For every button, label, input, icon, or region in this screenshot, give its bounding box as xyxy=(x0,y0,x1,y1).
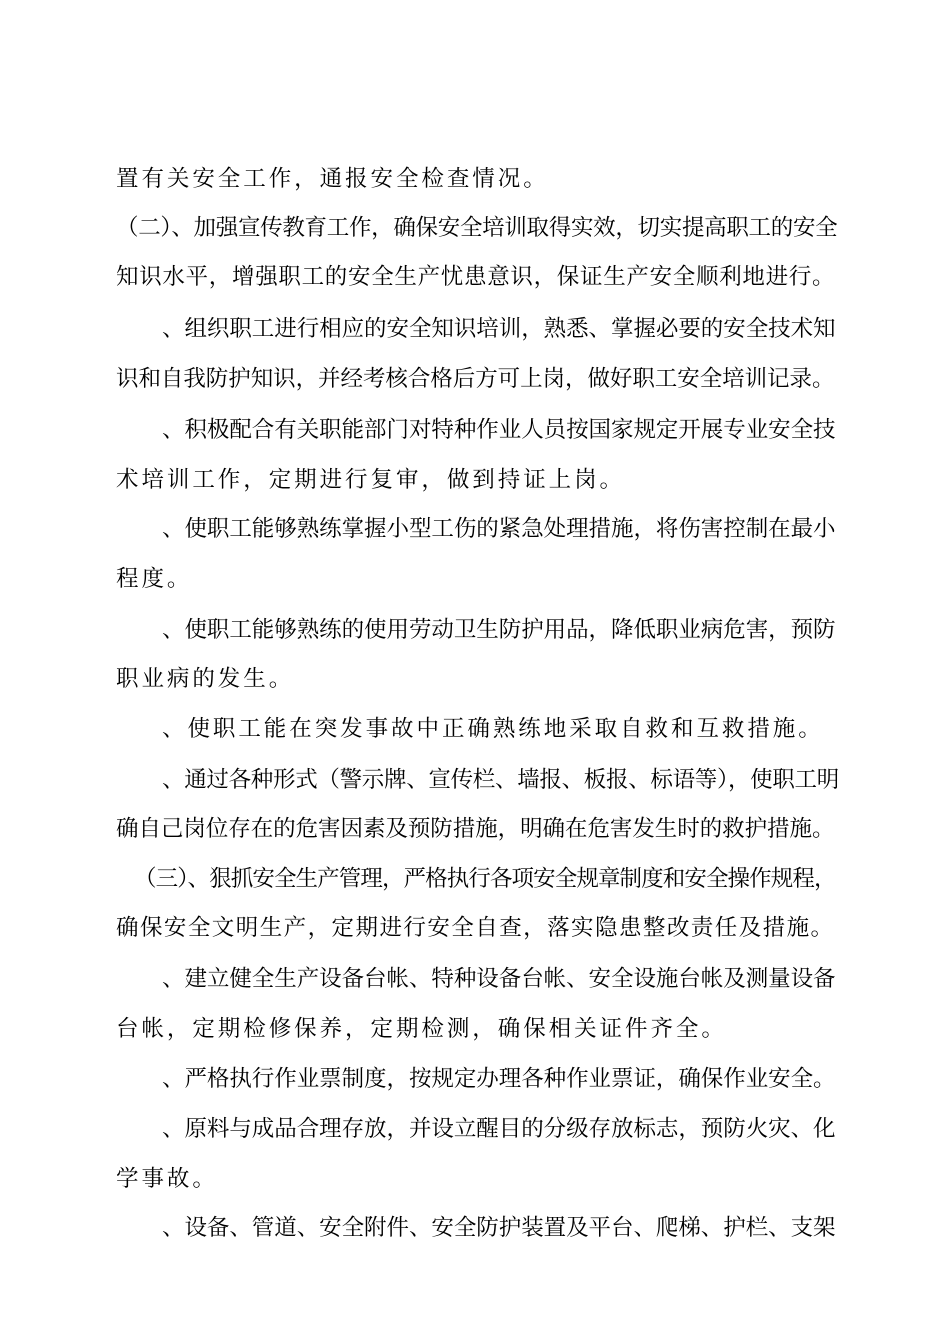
list-item-line: 、设备、管道、安全附件、安全防护装置及平台、爬梯、护栏、支架 xyxy=(162,1215,836,1241)
paragraph-line: 程度。 xyxy=(116,566,193,592)
list-item-line: 、使职工能在突发事故中正确熟练地采取自救和互救措施。 xyxy=(162,716,824,742)
list-item-line: 、使职工能够熟练的使用劳动卫生防护用品，降低职业病危害，预防 xyxy=(162,617,836,643)
paragraph-line: 确自己岗位存在的危害因素及预防措施，明确在危害发生时的救护措施。 xyxy=(116,816,835,842)
section-heading-line: （二）、加强宣传教育工作，确保安全培训取得实效，切实提高职工的安全 xyxy=(116,215,838,241)
section-heading-line: （三）、狠抓安全生产管理，严格执行各项安全规章制度和安全操作规程， xyxy=(134,866,836,892)
paragraph-line: 识和自我防护知识，并经考核合格后方可上岗，做好职工安全培训记录。 xyxy=(116,366,835,392)
list-item-line: 、组织职工进行相应的安全知识培训，熟悉、掌握必要的安全技术知 xyxy=(162,316,836,342)
list-item-line: 、原料与成品合理存放，并设立醒目的分级存放标志，预防火灾、化 xyxy=(162,1116,836,1142)
paragraph-line: 置有关安全工作，通报安全检查情况。 xyxy=(116,166,549,192)
list-item-line: 、建立健全生产设备台帐、特种设备台帐、安全设施台帐及测量设备 xyxy=(162,966,836,992)
paragraph-line: 知识水平，增强职工的安全生产忧患意识，保证生产安全顺利地进行。 xyxy=(116,264,836,290)
paragraph-line: 职业病的发生。 xyxy=(116,666,295,692)
list-item-line: 、严格执行作业票制度，按规定办理各种作业票证，确保作业安全。 xyxy=(162,1066,836,1092)
list-item-line: 、积极配合有关职能部门对特种作业人员按国家规定开展专业安全技 xyxy=(162,417,836,443)
paragraph-line: 学事故。 xyxy=(116,1166,218,1192)
paragraph-line: 确保安全文明生产，定期进行安全自查，落实隐患整改责任及措施。 xyxy=(116,915,835,941)
paragraph-line: 术培训工作，定期进行复审，做到持证上岗。 xyxy=(116,467,626,493)
paragraph-line: 台帐，定期检修保养，定期检测，确保相关证件齐全。 xyxy=(116,1016,727,1042)
list-item-line: 、通过各种形式（警示牌、宣传栏、墙报、板报、标语等），使职工明 xyxy=(162,767,839,793)
list-item-line: 、使职工能够熟练掌握小型工伤的紧急处理措施，将伤害控制在最小 xyxy=(162,516,836,542)
